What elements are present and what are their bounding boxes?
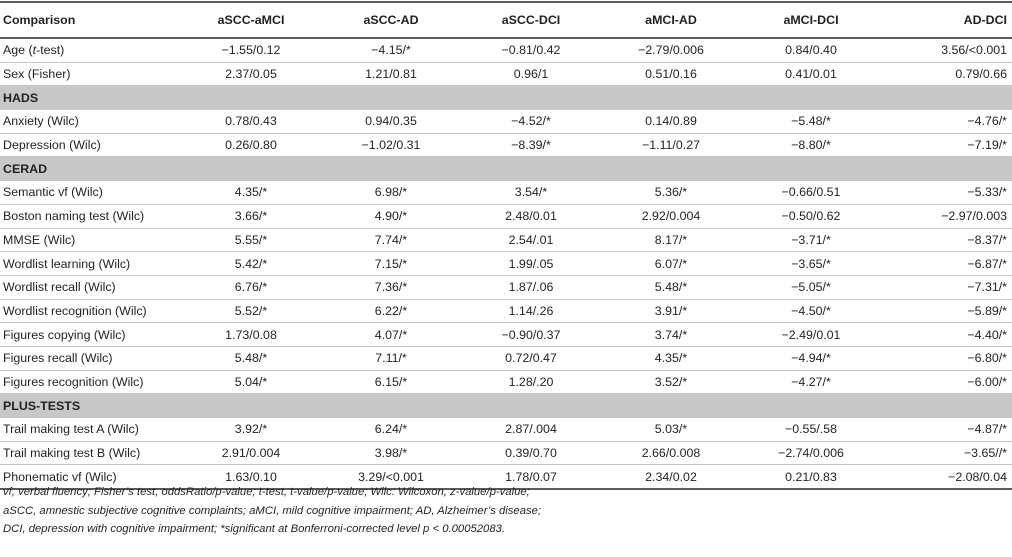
table-cell: 3.52/* (601, 370, 741, 394)
table-cell: 5.55/* (181, 228, 321, 252)
table-cell: −5.89/* (881, 299, 1012, 323)
table-row (0, 275, 1012, 299)
row-label (0, 38, 181, 62)
table-cell: 0.96/1 (461, 62, 601, 86)
table-cell: 4.35/* (601, 346, 741, 370)
table-cell: 4.07/* (321, 323, 461, 347)
section-header-row (0, 394, 1012, 418)
table-cell: −3.65//* (881, 441, 1012, 465)
row-label: Semantic vf (Wilc) (0, 181, 181, 205)
table-cell: −4.87/* (881, 418, 1012, 442)
table-cell: −8.37/* (881, 228, 1012, 252)
row-label: Boston naming test (Wilc) (0, 204, 181, 228)
table-cell: 0.14/0.89 (601, 110, 741, 134)
table-cell: −1.55/0.12 (181, 38, 321, 62)
row-label: Depression (Wilc) (0, 133, 181, 157)
header-amci-ad: aMCI-AD (601, 2, 741, 38)
table-footnote (3, 483, 1008, 539)
table-cell: −0.66/0.51 (741, 181, 881, 205)
table-cell: −2.74/0.006 (741, 441, 881, 465)
table-cell: −5.05/* (741, 275, 881, 299)
table-cell: −4.27/* (741, 370, 881, 394)
table-row (0, 110, 1012, 134)
row-label: Trail making test B (Wilc) (0, 441, 181, 465)
header-amci-dci: aMCI-DCI (741, 2, 881, 38)
table-cell: 2.34/0.02 (601, 465, 741, 489)
row-label: Phonematic vf (Wilc) (0, 465, 181, 489)
table-row (0, 418, 1012, 442)
table-cell: 2.92/0.004 (601, 204, 741, 228)
table-cell: −2.08/0.04 (881, 465, 1012, 489)
table-cell: 1.21/0.81 (321, 62, 461, 86)
table-cell: 7.11/* (321, 346, 461, 370)
table-cell: 1.78/0.07 (461, 465, 601, 489)
table-cell: 3.29/<0.001 (321, 465, 461, 489)
table-cell: 3.92/* (181, 418, 321, 442)
table-row (0, 204, 1012, 228)
table-cell: 2.54/.01 (461, 228, 601, 252)
section-header-row (0, 86, 1012, 110)
table-row (0, 62, 1012, 86)
table-cell: 0.84/0.40 (741, 38, 881, 62)
table-row (0, 252, 1012, 276)
table-cell: 0.51/0.16 (601, 62, 741, 86)
table-body (0, 38, 1012, 489)
table-cell: 4.90/* (321, 204, 461, 228)
table-cell: −0.81/0.42 (461, 38, 601, 62)
table-cell: 5.48/* (181, 346, 321, 370)
table-cell: 7.36/* (321, 275, 461, 299)
table-row (0, 181, 1012, 205)
row-label: Wordlist learning (Wilc) (0, 252, 181, 276)
table-cell: 1.87/.06 (461, 275, 601, 299)
table-cell: −0.50/0.62 (741, 204, 881, 228)
table-cell: 6.15/* (321, 370, 461, 394)
footnote-line: DCI, depression with cognitive impairment; *significant at Bonferroni-corrected level p < 0.00052083. (3, 523, 506, 536)
section-label: CERAD (0, 157, 1012, 181)
table-cell: 1.14/.26 (461, 299, 601, 323)
section-label: PLUS-TESTS (0, 394, 1012, 418)
table-cell: 1.28/.20 (461, 370, 601, 394)
table-cell: −4.15/* (321, 38, 461, 62)
table-cell: 5.36/* (601, 181, 741, 205)
table-cell: 0.78/0.43 (181, 110, 321, 134)
footnote-line: aSCC, amnestic subjective cognitive complaints; aMCI, mild cognitive impairment; AD, Alzheimer’s disease; (3, 504, 542, 517)
row-label: Wordlist recall (Wilc) (0, 275, 181, 299)
table-cell: 4.35/* (181, 181, 321, 205)
table-cell: −0.55/.58 (741, 418, 881, 442)
section-header-row (0, 157, 1012, 181)
table-cell: 0.21/0.83 (741, 465, 881, 489)
table-cell: −4.76/* (881, 110, 1012, 134)
table-cell: −6.87/* (881, 252, 1012, 276)
table-cell: 2.48/0.01 (461, 204, 601, 228)
table-cell: 6.76/* (181, 275, 321, 299)
table-cell: −8.39/* (461, 133, 601, 157)
table-cell: −5.33/* (881, 181, 1012, 205)
table-cell: −6.00/* (881, 370, 1012, 394)
table-cell: −1.11/0.27 (601, 133, 741, 157)
table-cell: 3.56/<0.001 (881, 38, 1012, 62)
table-row (0, 370, 1012, 394)
section-label: HADS (0, 86, 1012, 110)
row-label: Sex (Fisher) (0, 62, 181, 86)
table-row (0, 299, 1012, 323)
table-cell: 3.66/* (181, 204, 321, 228)
header-ascc-ad: aSCC-AD (321, 2, 461, 38)
table-cell: 2.37/0.05 (181, 62, 321, 86)
footnote-line: vf, verbal fluency; Fisher’s test, oddsRatio/p-value; t-test, t-value/p-value; Wilc: Wilcoxon, z-value/p-value; (3, 486, 530, 498)
table-cell: −6.80/* (881, 346, 1012, 370)
table-cell: 0.72/0.47 (461, 346, 601, 370)
table-header (0, 2, 1012, 38)
table-cell: −5.48/* (741, 110, 881, 134)
table-cell: −2.97/0.003 (881, 204, 1012, 228)
table-cell: −3.65/* (741, 252, 881, 276)
row-label: Anxiety (Wilc) (0, 110, 181, 134)
table-row (0, 323, 1012, 347)
table-row (0, 228, 1012, 252)
table-row (0, 38, 1012, 62)
table-cell: 0.41/0.01 (741, 62, 881, 86)
table-cell: −7.31/* (881, 275, 1012, 299)
table-cell: 7.15/* (321, 252, 461, 276)
row-label: Figures recognition (Wilc) (0, 370, 181, 394)
header-ascc-dci: aSCC-DCI (461, 2, 601, 38)
table-cell: 3.54/* (461, 181, 601, 205)
table-row (0, 346, 1012, 370)
table-cell: −7.19/* (881, 133, 1012, 157)
row-label-part: -test) (36, 43, 65, 58)
table-cell: 7.74/* (321, 228, 461, 252)
row-label: Figures recall (Wilc) (0, 346, 181, 370)
table-cell: 3.74/* (601, 323, 741, 347)
table-cell: 1.73/0.08 (181, 323, 321, 347)
table-cell: 0.94/0.35 (321, 110, 461, 134)
table-cell: −0.90/0.37 (461, 323, 601, 347)
table-cell: −4.52/* (461, 110, 601, 134)
table-cell: −4.94/* (741, 346, 881, 370)
table-cell: 1.63/0.10 (181, 465, 321, 489)
header-ascc-amci: aSCC-aMCI (181, 2, 321, 38)
table-row (0, 441, 1012, 465)
header-ad-dci: AD-DCI (881, 2, 1012, 38)
table-cell: 6.24/* (321, 418, 461, 442)
table-row (0, 133, 1012, 157)
table-cell: −2.49/0.01 (741, 323, 881, 347)
row-label: Figures copying (Wilc) (0, 323, 181, 347)
row-label-part: Age ( (3, 43, 33, 58)
table-cell: 3.91/* (601, 299, 741, 323)
table-cell: −8.80/* (741, 133, 881, 157)
table-cell: 5.52/* (181, 299, 321, 323)
table-cell: −4.40/* (881, 323, 1012, 347)
row-label-part: t (32, 43, 37, 58)
table-cell: 6.98/* (321, 181, 461, 205)
table-cell: 5.04/* (181, 370, 321, 394)
table-cell: 5.03/* (601, 418, 741, 442)
table-cell: 2.91/0.004 (181, 441, 321, 465)
header-comparison: Comparison (0, 2, 181, 38)
table-cell: 5.48/* (601, 275, 741, 299)
table-cell: 0.39/0.70 (461, 441, 601, 465)
table-cell: 2.66/0.008 (601, 441, 741, 465)
table-cell: 6.22/* (321, 299, 461, 323)
table-cell: 2.87/.004 (461, 418, 601, 442)
table-cell: −1.02/0.31 (321, 133, 461, 157)
row-label: Wordlist recognition (Wilc) (0, 299, 181, 323)
row-label: Trail making test A (Wilc) (0, 418, 181, 442)
row-label: MMSE (Wilc) (0, 228, 181, 252)
header-row (0, 2, 1012, 38)
table-cell: −2.79/0.006 (601, 38, 741, 62)
table-cell: 1.99/.05 (461, 252, 601, 276)
table-cell: 0.26/0.80 (181, 133, 321, 157)
table-cell: 0.79/0.66 (881, 62, 1012, 86)
table-cell: 3.98/* (321, 441, 461, 465)
table-cell: −4.50/* (741, 299, 881, 323)
table-cell: −3.71/* (741, 228, 881, 252)
comparison-table (0, 1, 1012, 490)
table-cell: 8.17/* (601, 228, 741, 252)
table-cell: 5.42/* (181, 252, 321, 276)
table-cell: 6.07/* (601, 252, 741, 276)
